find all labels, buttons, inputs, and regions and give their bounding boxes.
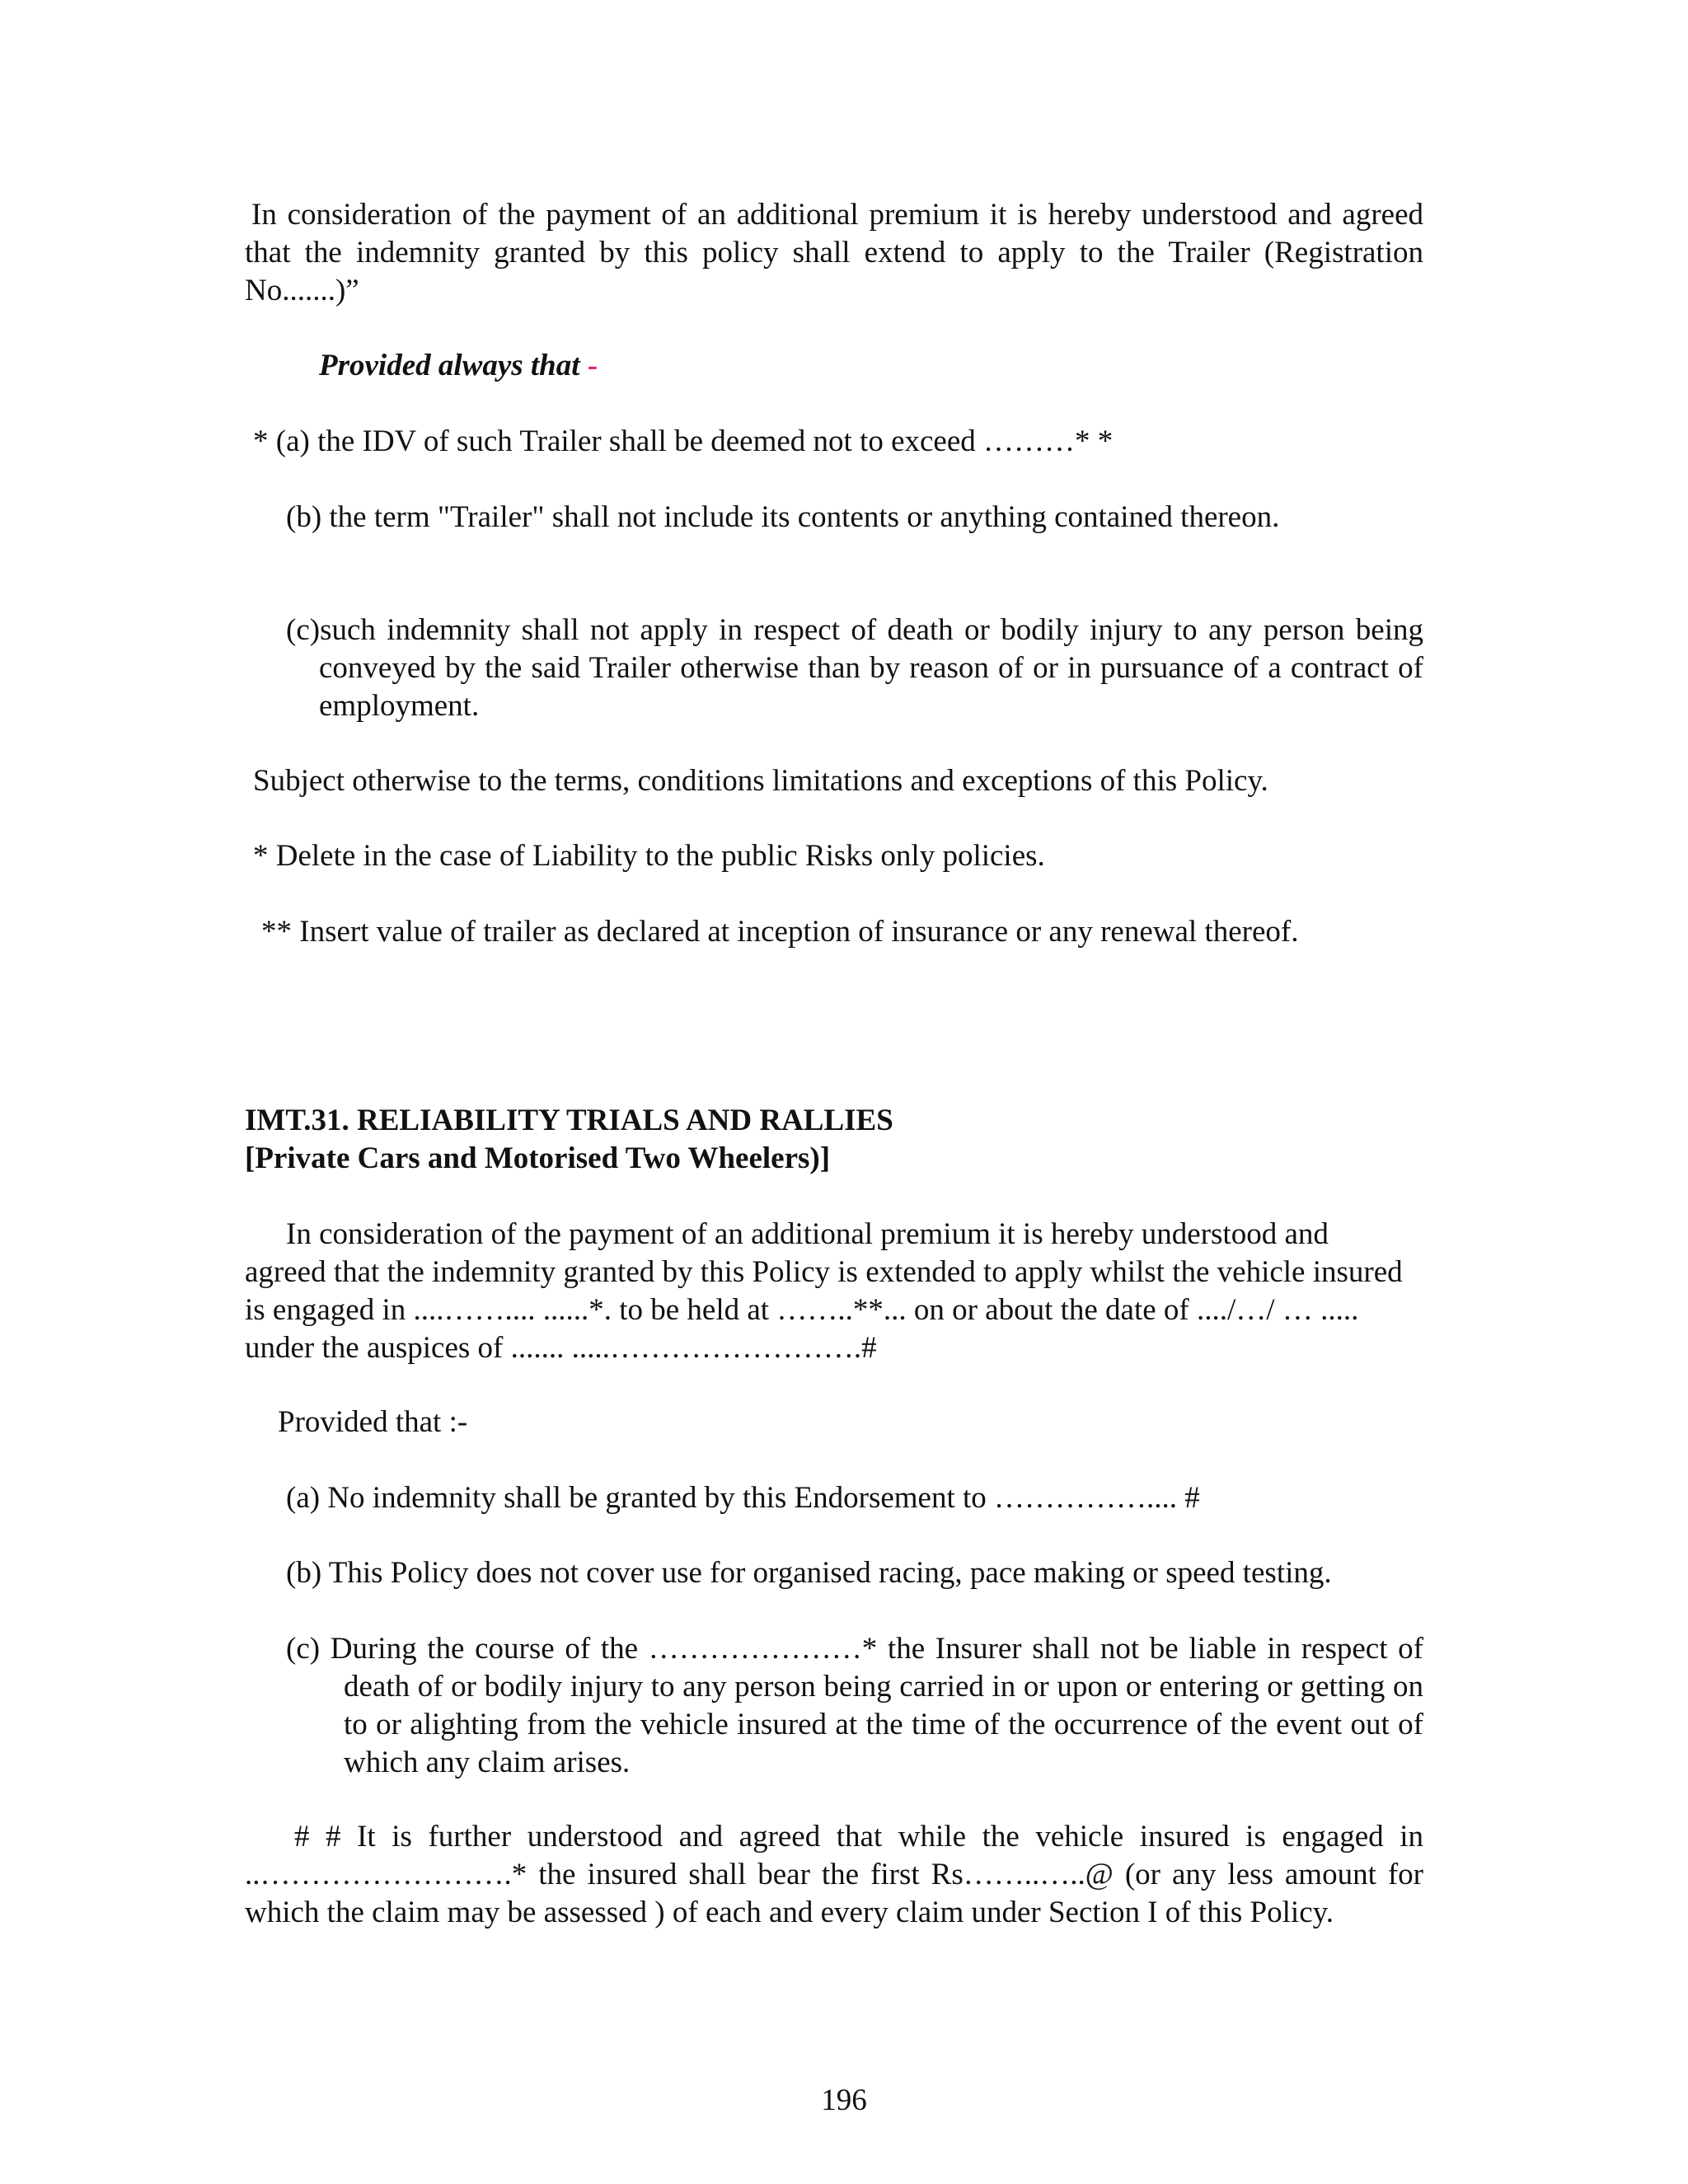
imt31-clause-a: (a) No indemnity shall be granted by this Endorsement to …………….... # (286, 1481, 1200, 1515)
trailer-clause-b: (b) the term "Trailer" shall not include its contents or anything contained thereon. (286, 500, 1280, 534)
trailer-clause-a: * (a) the IDV of such Trailer shall be deemed not to exceed ………* * (253, 424, 1114, 458)
subject-otherwise-paragraph: Subject otherwise to the terms, conditions limitations and exceptions of this Policy. (253, 764, 1268, 798)
provided-always-text: Provided always that (319, 349, 580, 382)
trailer-intro-paragraph: In consideration of the payment of an additional premium it is hereby understood and agreed that the indemnity granted by this policy shall extend to apply to the Trailer (Registration No.......)” (245, 198, 1423, 307)
provided-always-dash: - (587, 349, 598, 382)
imt31-intro-paragraph: In consideration of the payment of an additional premium it is hereby understood and agreed that the indemnity granted by this Policy is extended to apply whilst the vehicle insured is engaged in ....…….... ......*. to be held at ……..**... on or about the date of ..../…/ … ..... under the auspices of ....... .....…………………….# (245, 1217, 1403, 1365)
imt31-further-paragraph: # # It is further understood and agreed that while the vehicle insured is engaged in ..…………………….* the insured shall bear the first Rs……..…..@ (or any less amount for which the claim may be assessed ) of each and every claim under Section I of this Policy. (245, 1820, 1423, 1929)
imt31-subheading: [Private Cars and Motorised Two Wheelers)] (245, 1141, 831, 1175)
footnote-single-asterisk: * Delete in the case of Liability to the public Risks only policies. (253, 839, 1045, 873)
imt31-clause-c: (c) During the course of the …………………* the Insurer shall not be liable in respect of death of or bodily injury to any person being carried in or upon or entering or getting on to or alighting from the vehicle insured at the time of the occurrence of the event out of which any claim arises. (286, 1632, 1423, 1779)
imt31-clause-b: (b) This Policy does not cover use for organised racing, pace making or speed testing. (286, 1556, 1332, 1590)
page-number: 196 (821, 2083, 867, 2117)
trailer-clause-c: (c)such indemnity shall not apply in respect of death or bodily injury to any person being conveyed by the said Trailer otherwise than by reason of or in pursuance of a contract of employment. (286, 613, 1423, 723)
footnote-double-asterisk: ** Insert value of trailer as declared at inception of insurance or any renewal thereof. (261, 915, 1299, 949)
provided-always-heading (319, 347, 1061, 385)
imt31-heading: IMT.31. RELIABILITY TRIALS AND RALLIES (245, 1104, 893, 1137)
imt31-provided-that: Provided that :- (278, 1405, 468, 1439)
